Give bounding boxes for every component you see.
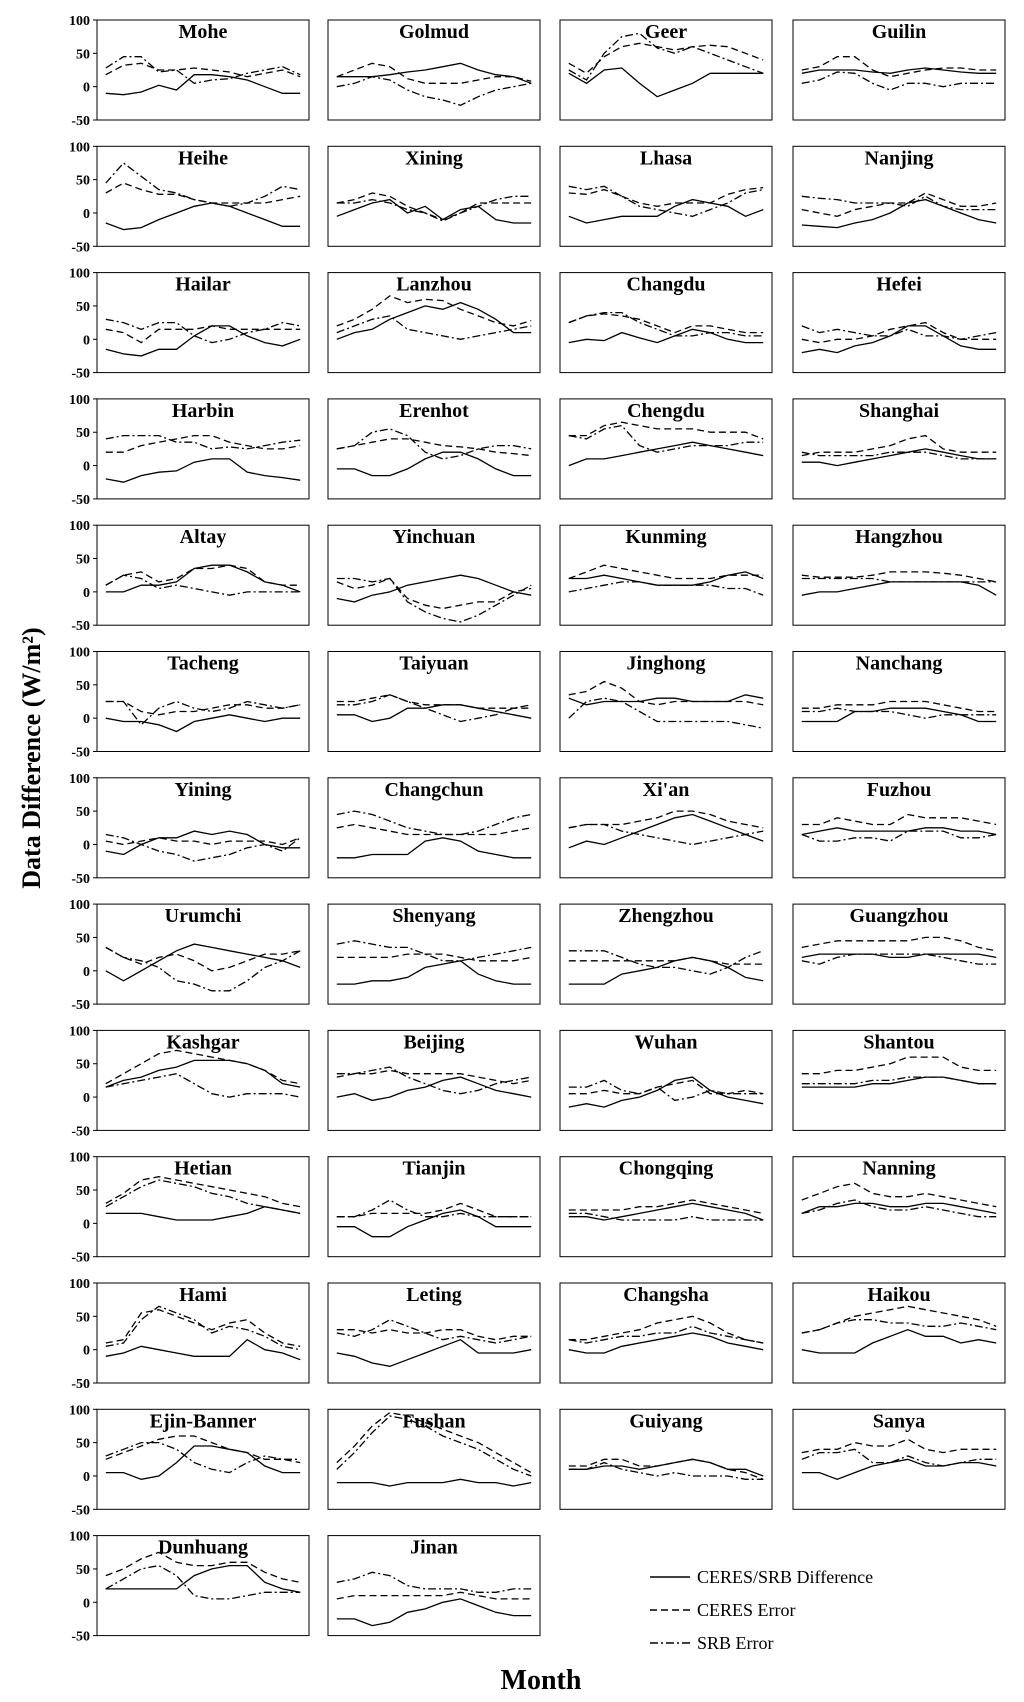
panel-shanghai bbox=[793, 399, 1005, 499]
panel-title: Shanghai bbox=[858, 399, 940, 422]
panel-hailar bbox=[69, 267, 309, 382]
y-tick-label: -50 bbox=[71, 1124, 90, 1140]
series-difference-line bbox=[337, 961, 531, 984]
series-ceres-error-line bbox=[337, 1330, 531, 1340]
series-ceres-error-line bbox=[106, 1436, 300, 1463]
series-ceres-error-line bbox=[337, 1203, 531, 1216]
panel-title: Zhengzhou bbox=[618, 905, 714, 928]
y-tick-label: -50 bbox=[71, 1250, 90, 1266]
series-ceres-error-line bbox=[802, 937, 996, 950]
y-tick-label: 100 bbox=[69, 14, 90, 29]
series-difference-line bbox=[569, 329, 763, 342]
panel-leting bbox=[328, 1283, 540, 1383]
y-tick-label: 0 bbox=[83, 585, 90, 601]
series-difference-line bbox=[569, 1459, 763, 1476]
series-difference-line bbox=[802, 1330, 996, 1353]
series-ceres-error-line bbox=[337, 296, 531, 326]
y-tick-label: -50 bbox=[71, 745, 90, 761]
y-tick-label: 0 bbox=[83, 964, 90, 980]
panel-guilin bbox=[793, 20, 1005, 120]
y-tick-label: 100 bbox=[69, 771, 90, 787]
panel-title: Golmud bbox=[398, 21, 470, 43]
series-ceres-error-line bbox=[802, 1057, 996, 1074]
panel-title: Heihe bbox=[178, 147, 228, 170]
panel-urumchi bbox=[69, 898, 309, 1013]
x-axis-label: Month bbox=[500, 1665, 582, 1696]
panel-title: Guiyang bbox=[629, 1410, 703, 1433]
panel-wuhan bbox=[560, 1030, 772, 1130]
panel-title: Changsha bbox=[623, 1284, 709, 1306]
series-ceres-error-line bbox=[337, 63, 531, 83]
y-tick-label: 50 bbox=[76, 552, 90, 568]
series-difference-line bbox=[569, 1077, 763, 1107]
series-difference-line bbox=[802, 828, 996, 835]
series-ceres-error-line bbox=[106, 1177, 300, 1207]
series-srb-error-line bbox=[106, 163, 300, 206]
series-ceres-error-line bbox=[337, 439, 531, 456]
y-tick-label: 0 bbox=[83, 1469, 90, 1485]
series-ceres-error-line bbox=[337, 193, 531, 220]
series-srb-error-line bbox=[337, 196, 531, 221]
series-srb-error-line bbox=[569, 1080, 763, 1100]
series-srb-error-line bbox=[106, 575, 300, 595]
series-difference-line bbox=[106, 203, 300, 230]
panel-title: Fushan bbox=[402, 1410, 466, 1433]
y-tick-label: -50 bbox=[71, 492, 90, 508]
panel-title: Hami bbox=[179, 1284, 227, 1306]
panel-fuzhou bbox=[793, 778, 1005, 878]
panel-nanjing bbox=[793, 146, 1005, 246]
panel-changsha bbox=[560, 1283, 772, 1383]
panel-title: Haikou bbox=[867, 1284, 931, 1306]
panel-title: Sanya bbox=[872, 1410, 926, 1433]
series-difference-line bbox=[569, 68, 763, 97]
series-ceres-error-line bbox=[569, 957, 763, 964]
y-tick-label: 50 bbox=[76, 173, 90, 189]
legend-label-ceres-error: CERES Error bbox=[697, 1600, 796, 1620]
y-tick-label: 0 bbox=[83, 712, 90, 728]
panel-title: Chongqing bbox=[618, 1157, 714, 1180]
panel-title: Shenyang bbox=[392, 905, 476, 928]
panel-title: Fuzhou bbox=[866, 778, 932, 801]
series-ceres-error-line bbox=[569, 1080, 763, 1093]
panel-title: Altay bbox=[179, 526, 227, 549]
series-ceres-error-line bbox=[802, 1306, 996, 1333]
series-srb-error-line bbox=[337, 77, 531, 106]
y-tick-label: 100 bbox=[69, 645, 90, 661]
panel-title: Nanjing bbox=[864, 147, 934, 170]
series-srb-error-line bbox=[569, 1326, 763, 1343]
small-multiples-grid bbox=[69, 14, 1005, 1645]
series-difference-line bbox=[569, 572, 763, 585]
series-difference-line bbox=[569, 442, 763, 465]
series-ceres-error-line bbox=[569, 422, 763, 439]
panel-guangzhou bbox=[793, 904, 1005, 1004]
series-srb-error-line bbox=[802, 954, 996, 964]
panel-title: Changchun bbox=[384, 778, 484, 801]
series-ceres-error-line bbox=[106, 838, 300, 845]
series-difference-line bbox=[802, 68, 996, 73]
panel-kashgar bbox=[69, 1024, 309, 1139]
y-tick-label: 50 bbox=[76, 299, 90, 315]
panel-haikou bbox=[793, 1283, 1005, 1383]
panel-title: Xining bbox=[405, 147, 463, 170]
panel-shenyang bbox=[328, 904, 540, 1004]
panel-hangzhou bbox=[793, 525, 1005, 625]
series-ceres-error-line bbox=[569, 314, 763, 333]
series-srb-error-line bbox=[569, 313, 763, 336]
series-srb-error-line bbox=[802, 1449, 996, 1466]
series-srb-error-line bbox=[802, 1320, 996, 1333]
y-tick-label: 100 bbox=[69, 1529, 90, 1545]
series-srb-error-line bbox=[337, 429, 531, 459]
panel-xi-an bbox=[560, 778, 772, 878]
series-difference-line bbox=[106, 459, 300, 482]
panel-chongqing bbox=[560, 1157, 772, 1257]
series-ceres-error-line bbox=[337, 579, 531, 609]
panel-title: Beijing bbox=[403, 1031, 465, 1054]
panel-sanya bbox=[793, 1409, 1005, 1509]
panel-title: Xi'an bbox=[642, 778, 690, 801]
panel-nanning bbox=[793, 1157, 1005, 1257]
series-difference-line bbox=[337, 1340, 531, 1367]
panel-title: Dunhuang bbox=[157, 1536, 249, 1559]
panel-changdu bbox=[560, 273, 772, 373]
panel-xining bbox=[328, 146, 540, 246]
panel-erenhot bbox=[328, 399, 540, 499]
series-srb-error-line bbox=[106, 1074, 300, 1097]
panel-title: Tacheng bbox=[167, 652, 239, 675]
series-srb-error-line bbox=[337, 1067, 531, 1094]
y-tick-label: -50 bbox=[71, 619, 90, 635]
series-ceres-error-line bbox=[569, 188, 763, 207]
panel-guiyang bbox=[560, 1409, 772, 1509]
panel-title: Geer bbox=[644, 21, 688, 43]
series-ceres-error-line bbox=[106, 436, 300, 453]
legend bbox=[650, 1567, 873, 1653]
y-tick-label: 100 bbox=[69, 898, 90, 914]
panel-title: Tianjin bbox=[402, 1157, 466, 1180]
series-srb-error-line bbox=[337, 941, 531, 961]
y-tick-label: 100 bbox=[69, 1150, 90, 1166]
series-ceres-error-line bbox=[802, 572, 996, 582]
panel-hefei bbox=[793, 273, 1005, 373]
panel-lanzhou bbox=[328, 273, 540, 373]
panel-title: Chengdu bbox=[627, 399, 705, 422]
y-tick-label: 0 bbox=[83, 838, 90, 854]
panel-beijing bbox=[328, 1030, 540, 1130]
y-tick-label: 100 bbox=[69, 1024, 90, 1040]
panel-yinchuan bbox=[328, 525, 540, 625]
panel-title: Urumchi bbox=[164, 905, 242, 928]
series-srb-error-line bbox=[569, 186, 763, 216]
series-difference-line bbox=[106, 1566, 300, 1593]
series-srb-error-line bbox=[337, 1320, 531, 1343]
y-tick-label: 100 bbox=[69, 140, 90, 156]
panel-ejin-banner bbox=[69, 1403, 309, 1518]
y-tick-label: -50 bbox=[71, 1377, 90, 1392]
series-srb-error-line bbox=[337, 811, 531, 834]
panel-jinghong bbox=[560, 652, 772, 752]
panel-shantou bbox=[793, 1030, 1005, 1130]
series-difference-line bbox=[802, 582, 996, 595]
series-srb-error-line bbox=[802, 831, 996, 841]
panel-harbin bbox=[69, 393, 309, 508]
panel-golmud bbox=[328, 20, 540, 120]
panel-title: Changdu bbox=[626, 273, 706, 296]
series-difference-line bbox=[802, 200, 996, 228]
series-difference-line bbox=[569, 1333, 763, 1353]
panel-hetian bbox=[69, 1151, 309, 1266]
y-tick-label: -50 bbox=[71, 366, 90, 382]
y-tick-label: 100 bbox=[69, 519, 90, 535]
y-tick-label: 50 bbox=[76, 1562, 90, 1578]
series-difference-line bbox=[337, 200, 531, 223]
panel-dunhuang bbox=[69, 1530, 309, 1645]
series-ceres-error-line bbox=[802, 815, 996, 825]
panel-title: Hetian bbox=[174, 1157, 232, 1180]
panel-title: Guilin bbox=[871, 21, 927, 43]
y-tick-label: 50 bbox=[76, 1057, 90, 1073]
panel-mohe bbox=[69, 14, 309, 129]
panel-tianjin bbox=[328, 1157, 540, 1257]
series-ceres-error-line bbox=[569, 811, 763, 828]
series-difference-line bbox=[337, 1077, 531, 1100]
series-difference-line bbox=[802, 1203, 996, 1213]
panel-title: Wuhan bbox=[634, 1031, 698, 1054]
series-difference-line bbox=[106, 565, 300, 592]
panel-title: Nanchang bbox=[855, 652, 943, 675]
panel-title: Jinghong bbox=[626, 652, 706, 675]
panel-title: Kunming bbox=[625, 526, 707, 549]
panel-altay bbox=[69, 519, 309, 634]
series-ceres-error-line bbox=[569, 1316, 763, 1343]
panel-title: Nanning bbox=[862, 1157, 936, 1180]
series-difference-line bbox=[106, 944, 300, 981]
series-srb-error-line bbox=[337, 579, 531, 622]
y-tick-label: 0 bbox=[83, 333, 90, 349]
panel-nanchang bbox=[793, 652, 1005, 752]
panel-fushan bbox=[328, 1409, 540, 1509]
series-ceres-error-line bbox=[802, 702, 996, 712]
panel-yining bbox=[69, 772, 309, 887]
series-difference-line bbox=[569, 1203, 763, 1220]
series-difference-line bbox=[337, 1599, 531, 1626]
series-srb-error-line bbox=[802, 452, 996, 459]
y-tick-label: 50 bbox=[76, 426, 90, 442]
panel-geer bbox=[560, 20, 772, 120]
y-tick-label: 0 bbox=[83, 206, 90, 222]
series-ceres-error-line bbox=[569, 43, 763, 73]
panel-zhengzhou bbox=[560, 904, 772, 1004]
series-srb-error-line bbox=[569, 582, 763, 595]
panel-chengdu bbox=[560, 399, 772, 499]
panel-title: Lhasa bbox=[639, 147, 693, 170]
series-ceres-error-line bbox=[337, 1070, 531, 1083]
panel-title: Yining bbox=[174, 778, 232, 801]
series-difference-line bbox=[337, 452, 531, 475]
series-srb-error-line bbox=[106, 1306, 300, 1349]
y-tick-label: -50 bbox=[71, 114, 90, 129]
panel-heihe bbox=[69, 140, 309, 255]
panel-title: Ejin-Banner bbox=[149, 1410, 257, 1433]
panel-title: Yinchuan bbox=[392, 526, 476, 549]
panel-kunming bbox=[560, 525, 772, 625]
panel-title: Hailar bbox=[175, 273, 231, 296]
series-srb-error-line bbox=[106, 1566, 300, 1599]
panel-title: Mohe bbox=[178, 21, 228, 43]
panel-title: Harbin bbox=[171, 399, 235, 422]
series-srb-error-line bbox=[337, 1572, 531, 1592]
y-tick-label: 100 bbox=[69, 1403, 90, 1419]
y-tick-label: 100 bbox=[69, 266, 90, 282]
series-srb-error-line bbox=[337, 316, 531, 339]
series-srb-error-line bbox=[337, 1200, 531, 1217]
y-tick-label: 50 bbox=[76, 805, 90, 821]
y-tick-label: 50 bbox=[76, 1184, 90, 1200]
series-difference-line bbox=[337, 303, 531, 340]
series-srb-error-line bbox=[106, 436, 300, 449]
panel-title: Lanzhou bbox=[396, 273, 472, 296]
legend-label-srb-error: SRB Error bbox=[697, 1633, 774, 1653]
series-ceres-error-line bbox=[106, 702, 300, 715]
y-tick-label: 50 bbox=[76, 1310, 90, 1326]
y-tick-label: -50 bbox=[71, 998, 90, 1014]
y-tick-label: 50 bbox=[76, 1436, 90, 1452]
series-difference-line bbox=[569, 957, 763, 984]
panel-hami bbox=[69, 1277, 309, 1392]
legend-label-ceres-srb-difference: CERES/SRB Difference bbox=[697, 1567, 874, 1587]
series-difference-line bbox=[569, 815, 763, 848]
series-difference-line bbox=[106, 75, 300, 95]
panel-title: Shantou bbox=[863, 1031, 935, 1054]
series-srb-error-line bbox=[569, 825, 763, 845]
y-tick-label: 0 bbox=[83, 1217, 90, 1233]
y-tick-label: -50 bbox=[71, 871, 90, 887]
panel-tacheng bbox=[69, 646, 309, 761]
series-difference-line bbox=[337, 838, 531, 858]
y-tick-label: 50 bbox=[76, 47, 90, 63]
panel-title: Erenhot bbox=[399, 399, 469, 422]
series-ceres-error-line bbox=[802, 1439, 996, 1452]
y-axis-label: Data Difference (W/m²) bbox=[17, 627, 46, 889]
y-tick-label: 50 bbox=[76, 931, 90, 947]
panel-title: Kashgar bbox=[166, 1031, 240, 1054]
series-difference-line bbox=[802, 1459, 996, 1479]
y-tick-label: -50 bbox=[71, 1503, 90, 1519]
y-tick-label: 0 bbox=[83, 1091, 90, 1107]
series-difference-line bbox=[106, 1340, 300, 1360]
series-difference-line bbox=[337, 1479, 531, 1486]
series-srb-error-line bbox=[106, 57, 300, 84]
series-difference-line bbox=[337, 63, 531, 83]
y-tick-label: 50 bbox=[76, 678, 90, 694]
series-difference-line bbox=[337, 1210, 531, 1237]
series-ceres-error-line bbox=[802, 1183, 996, 1206]
series-ceres-error-line bbox=[106, 565, 300, 585]
y-tick-label: -50 bbox=[71, 240, 90, 256]
series-difference-line bbox=[802, 449, 996, 466]
panel-jinan bbox=[328, 1536, 540, 1636]
y-tick-label: 0 bbox=[83, 459, 90, 475]
y-tick-label: 100 bbox=[69, 392, 90, 408]
series-ceres-error-line bbox=[802, 57, 996, 77]
panel-title: Taiyuan bbox=[399, 652, 469, 675]
series-difference-line bbox=[106, 326, 300, 356]
panel-title: Guangzhou bbox=[849, 905, 949, 928]
panel-title: Hangzhou bbox=[855, 526, 943, 549]
y-tick-label: 0 bbox=[83, 80, 90, 96]
series-srb-error-line bbox=[569, 426, 763, 453]
panel-taiyuan bbox=[328, 652, 540, 752]
panel-changchun bbox=[328, 778, 540, 878]
y-tick-label: 0 bbox=[83, 1343, 90, 1359]
series-difference-line bbox=[106, 1446, 300, 1479]
series-ceres-error-line bbox=[569, 682, 763, 705]
y-tick-label: 0 bbox=[83, 1596, 90, 1612]
series-ceres-error-line bbox=[106, 326, 300, 343]
y-tick-label: 100 bbox=[69, 1277, 90, 1292]
series-srb-error-line bbox=[802, 72, 996, 90]
panel-lhasa bbox=[560, 146, 772, 246]
y-tick-label: -50 bbox=[71, 1629, 90, 1645]
series-srb-error-line bbox=[802, 579, 996, 582]
panel-title: Jinan bbox=[410, 1536, 458, 1559]
panel-title: Leting bbox=[406, 1284, 462, 1306]
panel-title: Hefei bbox=[876, 273, 922, 296]
series-difference-line bbox=[106, 1207, 300, 1220]
series-ceres-error-line bbox=[337, 1592, 531, 1599]
